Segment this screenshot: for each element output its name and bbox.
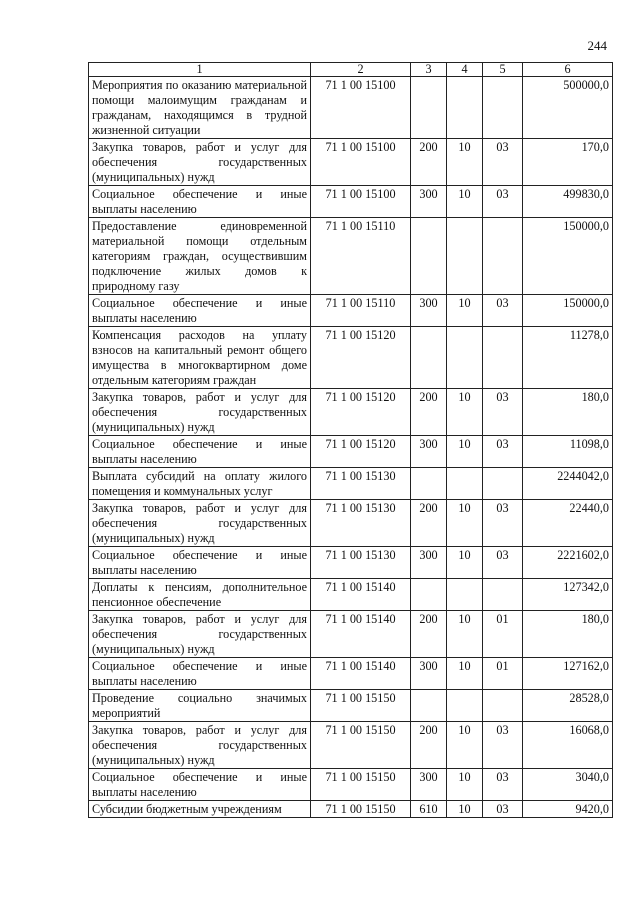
amount-cell: 500000,0 xyxy=(523,77,613,139)
subsection-cell: 03 xyxy=(483,139,523,186)
target-code-cell: 71 1 00 15150 xyxy=(311,801,411,818)
subsection-cell: 01 xyxy=(483,611,523,658)
amount-cell: 3040,0 xyxy=(523,769,613,801)
amount-cell: 11278,0 xyxy=(523,327,613,389)
target-code-cell: 71 1 00 15130 xyxy=(311,468,411,500)
expense-name-cell: Социальное обеспечение и иные выплаты населению xyxy=(89,295,311,327)
subsection-cell xyxy=(483,690,523,722)
target-code-cell: 71 1 00 15150 xyxy=(311,690,411,722)
column-header: 5 xyxy=(483,63,523,77)
amount-cell: 11098,0 xyxy=(523,436,613,468)
table-row xyxy=(89,722,613,769)
page-number: 244 xyxy=(587,38,607,53)
section-cell xyxy=(447,218,483,295)
section-cell: 10 xyxy=(447,769,483,801)
target-code-cell: 71 1 00 15120 xyxy=(311,436,411,468)
section-cell: 10 xyxy=(447,547,483,579)
subsection-cell xyxy=(483,77,523,139)
expense-name-cell: Закупка товаров, работ и услуг для обеспечения государственных (муниципальных) нужд xyxy=(89,500,311,547)
expense-type-cell: 300 xyxy=(411,658,447,690)
subsection-cell: 03 xyxy=(483,436,523,468)
table-row xyxy=(89,389,613,436)
expense-type-cell: 300 xyxy=(411,547,447,579)
expense-name-cell: Социальное обеспечение и иные выплаты населению xyxy=(89,436,311,468)
subsection-cell: 01 xyxy=(483,658,523,690)
section-cell xyxy=(447,77,483,139)
section-cell: 10 xyxy=(447,722,483,769)
section-cell: 10 xyxy=(447,801,483,818)
expense-type-cell: 610 xyxy=(411,801,447,818)
budget-table xyxy=(88,62,613,818)
table-row xyxy=(89,77,613,139)
section-cell xyxy=(447,579,483,611)
expense-name-cell: Закупка товаров, работ и услуг для обеспечения государственных (муниципальных) нужд xyxy=(89,139,311,186)
table-row xyxy=(89,579,613,611)
expense-name-cell: Социальное обеспечение и иные выплаты населению xyxy=(89,547,311,579)
amount-cell: 2244042,0 xyxy=(523,468,613,500)
table-header-row xyxy=(89,63,613,77)
subsection-cell xyxy=(483,468,523,500)
target-code-cell: 71 1 00 15100 xyxy=(311,186,411,218)
amount-cell: 150000,0 xyxy=(523,295,613,327)
table-row xyxy=(89,658,613,690)
target-code-cell: 71 1 00 15120 xyxy=(311,327,411,389)
expense-type-cell xyxy=(411,579,447,611)
table-row xyxy=(89,690,613,722)
expense-type-cell xyxy=(411,218,447,295)
target-code-cell: 71 1 00 15140 xyxy=(311,611,411,658)
subsection-cell: 03 xyxy=(483,500,523,547)
expense-name-cell: Мероприятия по оказанию материальной помощи малоимущим гражданам и гражданам, находящимся в трудной жизненной ситуации xyxy=(89,77,311,139)
expense-type-cell: 200 xyxy=(411,139,447,186)
expense-name-cell: Субсидии бюджетным учреждениям xyxy=(89,801,311,818)
subsection-cell: 03 xyxy=(483,295,523,327)
subsection-cell: 03 xyxy=(483,547,523,579)
expense-type-cell: 300 xyxy=(411,436,447,468)
subsection-cell xyxy=(483,327,523,389)
section-cell: 10 xyxy=(447,436,483,468)
column-header: 3 xyxy=(411,63,447,77)
expense-type-cell: 300 xyxy=(411,186,447,218)
target-code-cell: 71 1 00 15150 xyxy=(311,769,411,801)
target-code-cell: 71 1 00 15100 xyxy=(311,139,411,186)
table-row xyxy=(89,547,613,579)
table-row xyxy=(89,218,613,295)
subsection-cell: 03 xyxy=(483,722,523,769)
expense-name-cell: Закупка товаров, работ и услуг для обеспечения государственных (муниципальных) нужд xyxy=(89,389,311,436)
amount-cell: 127342,0 xyxy=(523,579,613,611)
table-row xyxy=(89,500,613,547)
target-code-cell: 71 1 00 15140 xyxy=(311,579,411,611)
section-cell: 10 xyxy=(447,611,483,658)
column-header: 1 xyxy=(89,63,311,77)
subsection-cell xyxy=(483,579,523,611)
amount-cell: 180,0 xyxy=(523,611,613,658)
amount-cell: 9420,0 xyxy=(523,801,613,818)
expense-type-cell: 200 xyxy=(411,500,447,547)
section-cell: 10 xyxy=(447,186,483,218)
expense-type-cell: 200 xyxy=(411,722,447,769)
expense-type-cell xyxy=(411,468,447,500)
table-row xyxy=(89,186,613,218)
target-code-cell: 71 1 00 15110 xyxy=(311,218,411,295)
expense-name-cell: Социальное обеспечение и иные выплаты населению xyxy=(89,769,311,801)
expense-name-cell: Выплата субсидий на оплату жилого помещения и коммунальных услуг xyxy=(89,468,311,500)
expense-type-cell xyxy=(411,327,447,389)
expense-type-cell: 200 xyxy=(411,389,447,436)
section-cell: 10 xyxy=(447,389,483,436)
section-cell xyxy=(447,690,483,722)
column-header: 4 xyxy=(447,63,483,77)
section-cell xyxy=(447,468,483,500)
table-row xyxy=(89,769,613,801)
expense-type-cell: 300 xyxy=(411,295,447,327)
amount-cell: 22440,0 xyxy=(523,500,613,547)
expense-name-cell: Социальное обеспечение и иные выплаты населению xyxy=(89,186,311,218)
expense-name-cell: Доплаты к пенсиям, дополнительное пенсионное обеспечение xyxy=(89,579,311,611)
table-row xyxy=(89,139,613,186)
table-row xyxy=(89,327,613,389)
expense-type-cell xyxy=(411,690,447,722)
section-cell: 10 xyxy=(447,295,483,327)
expense-name-cell: Закупка товаров, работ и услуг для обеспечения государственных (муниципальных) нужд xyxy=(89,611,311,658)
section-cell: 10 xyxy=(447,500,483,547)
expense-type-cell xyxy=(411,77,447,139)
amount-cell: 16068,0 xyxy=(523,722,613,769)
table-row xyxy=(89,801,613,818)
amount-cell: 180,0 xyxy=(523,389,613,436)
amount-cell: 150000,0 xyxy=(523,218,613,295)
target-code-cell: 71 1 00 15120 xyxy=(311,389,411,436)
amount-cell: 127162,0 xyxy=(523,658,613,690)
expense-name-cell: Социальное обеспечение и иные выплаты населению xyxy=(89,658,311,690)
subsection-cell xyxy=(483,218,523,295)
table-row xyxy=(89,295,613,327)
expense-type-cell: 300 xyxy=(411,769,447,801)
table-row xyxy=(89,436,613,468)
expense-name-cell: Компенсация расходов на уплату взносов на капитальный ремонт общего имущества в многоквартирном доме отдельным категориям граждан xyxy=(89,327,311,389)
target-code-cell: 71 1 00 15150 xyxy=(311,722,411,769)
table-row xyxy=(89,468,613,500)
subsection-cell: 03 xyxy=(483,186,523,218)
subsection-cell: 03 xyxy=(483,801,523,818)
expense-type-cell: 200 xyxy=(411,611,447,658)
subsection-cell: 03 xyxy=(483,769,523,801)
expense-name-cell: Проведение социально значимых мероприятий xyxy=(89,690,311,722)
amount-cell: 2221602,0 xyxy=(523,547,613,579)
target-code-cell: 71 1 00 15100 xyxy=(311,77,411,139)
subsection-cell: 03 xyxy=(483,389,523,436)
section-cell xyxy=(447,327,483,389)
section-cell: 10 xyxy=(447,658,483,690)
section-cell: 10 xyxy=(447,139,483,186)
amount-cell: 170,0 xyxy=(523,139,613,186)
target-code-cell: 71 1 00 15110 xyxy=(311,295,411,327)
expense-name-cell: Предоставление единовременной материальной помощи отдельным категориям граждан, осуществившим подключение жилых домов к природному газу xyxy=(89,218,311,295)
target-code-cell: 71 1 00 15130 xyxy=(311,500,411,547)
target-code-cell: 71 1 00 15130 xyxy=(311,547,411,579)
amount-cell: 28528,0 xyxy=(523,690,613,722)
column-header: 6 xyxy=(523,63,613,77)
column-header: 2 xyxy=(311,63,411,77)
table-row xyxy=(89,611,613,658)
amount-cell: 499830,0 xyxy=(523,186,613,218)
expense-name-cell: Закупка товаров, работ и услуг для обеспечения государственных (муниципальных) нужд xyxy=(89,722,311,769)
target-code-cell: 71 1 00 15140 xyxy=(311,658,411,690)
